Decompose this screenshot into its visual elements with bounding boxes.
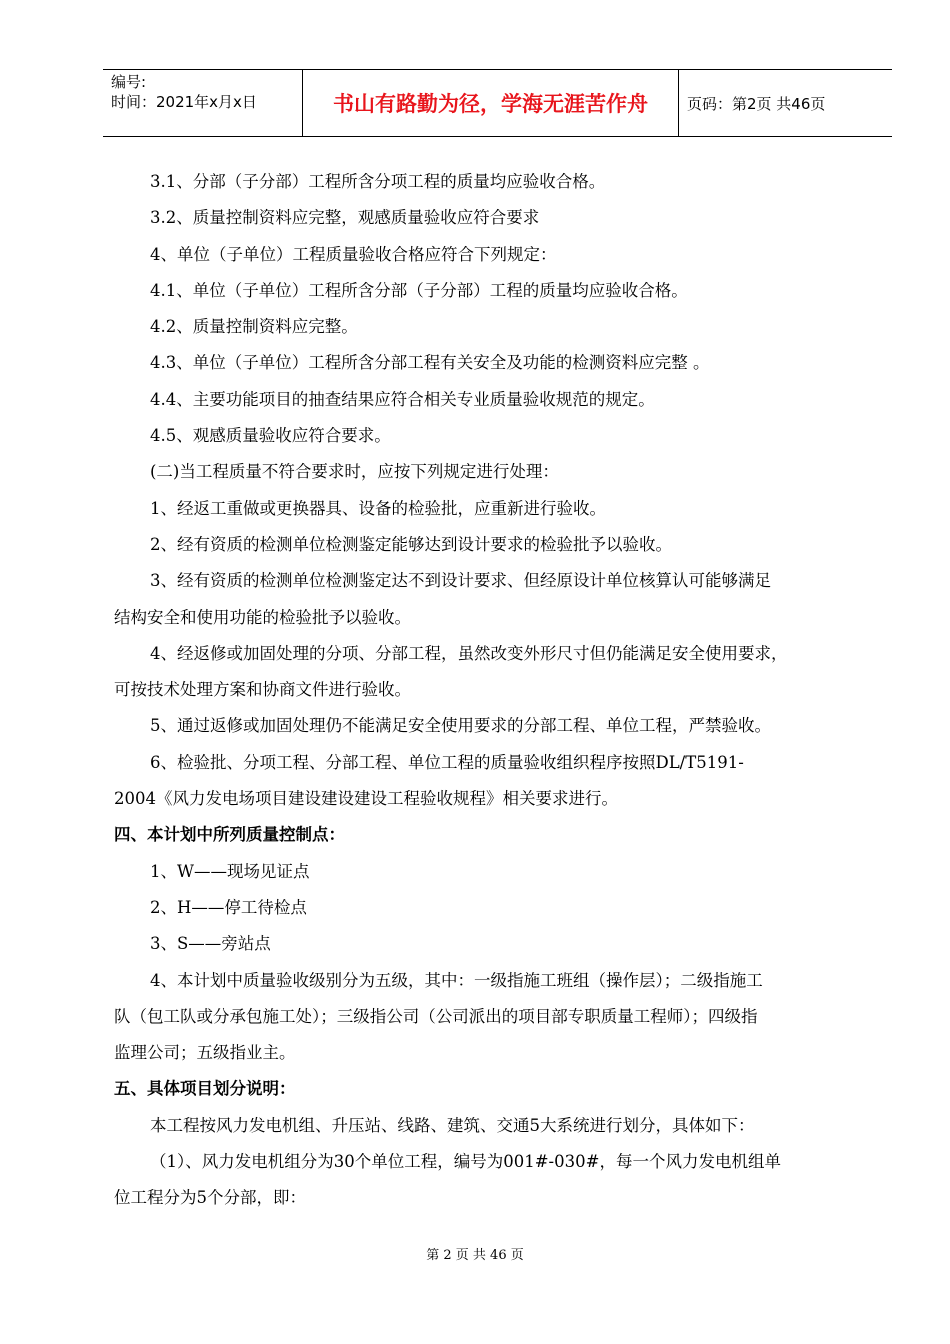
document-number-label: 编号: (111, 73, 147, 91)
header-motto: 书山有路勤为径，学海无涯苦作舟 (303, 70, 679, 136)
page-header (103, 69, 892, 137)
text-line: 可按技术处理方案和协商文件进行验收。 (114, 680, 411, 700)
text-line: 3.1、分部（子分部）工程所含分项工程的质量均应验收合格。 (150, 172, 606, 191)
text-line: 本工程按风力发电机组、升压站、线路、建筑、交通5大系统进行划分，具体如下： (150, 1115, 755, 1135)
text-line: 4、经返修或加固处理的分项、分部工程，虽然改变外形尺寸但仍能满足安全使用要求， (150, 643, 788, 663)
text-line: 4.4、主要功能项目的抽查结果应符合相关专业质量验收规范的规定。 (150, 389, 655, 409)
text-line: 3.2、质量控制资料应完整，观感质量验收应符合要求 (150, 208, 540, 228)
text-line: （1）、风力发电机组分为30个单位工程，编号为001#-030#，每一个风力发电机组单 (150, 1152, 781, 1172)
text-line: 2、经有资质的检测单位检测鉴定能够达到设计要求的检验批予以验收。 (150, 534, 672, 554)
document-body (114, 164, 882, 1217)
text-line: 4.2、质量控制资料应完整。 (150, 317, 358, 337)
text-line: 监理公司；五级指业主。 (114, 1043, 296, 1063)
text-line: 位工程分为5个分部，即： (114, 1188, 306, 1208)
text-line: 队（包工队或分承包施工处）；三级指公司（公司派出的项目部专职质量工程师）；四级指 (114, 1006, 758, 1026)
header-meta (103, 70, 303, 136)
text-line: 1、经返工重做或更换器具、设备的检验批，应重新进行验收。 (150, 498, 606, 518)
header-page-label: 页码：第2页 共46页 (687, 94, 826, 113)
text-line: 5、通过返修或加固处理仍不能满足安全使用要求的分部工程、单位工程，严禁验收。 (150, 716, 771, 736)
text-line: (二)当工程质量不符合要求时，应按下列规定进行处理： (150, 462, 559, 482)
section-heading: 四、本计划中所列质量控制点： (114, 825, 345, 845)
page-footer: 第 2 页 共 46 页 (426, 1248, 524, 1263)
text-line: 结构安全和使用功能的检验批予以验收。 (114, 607, 411, 627)
text-line: 4.3、单位（子单位）工程所含分部工程有关安全及功能的检测资料应完整 。 (150, 353, 710, 373)
text-line: 4.1、单位（子单位）工程所含分部（子分部）工程的质量均应验收合格。 (150, 280, 688, 300)
section-heading: 五、具体项目划分说明： (114, 1079, 296, 1099)
text-line: 2、H——停工待检点 (150, 897, 307, 917)
text-line: 1、W——现场见证点 (150, 861, 310, 881)
text-line: 4、本计划中质量验收级别分为五级，其中：一级指施工班组（操作层）；二级指施工 (150, 970, 763, 990)
text-line: 3、经有资质的检测单位检测鉴定达不到设计要求、但经原设计单位核算认可能够满足 (150, 571, 771, 591)
text-line: 2004《风力发电场项目建设建设建设工程验收规程》相关要求进行。 (114, 789, 618, 809)
text-line: 6、检验批、分项工程、分部工程、单位工程的质量验收组织程序按照DL/T5191- (150, 752, 744, 772)
document-time-label: 时间：2021年x月x日 (111, 93, 257, 111)
text-line: 4、单位（子单位）工程质量验收合格应符合下列规定： (150, 244, 557, 264)
text-line: 4.5、观感质量验收应符合要求。 (150, 426, 391, 446)
text-line: 3、S——旁站点 (150, 934, 271, 954)
